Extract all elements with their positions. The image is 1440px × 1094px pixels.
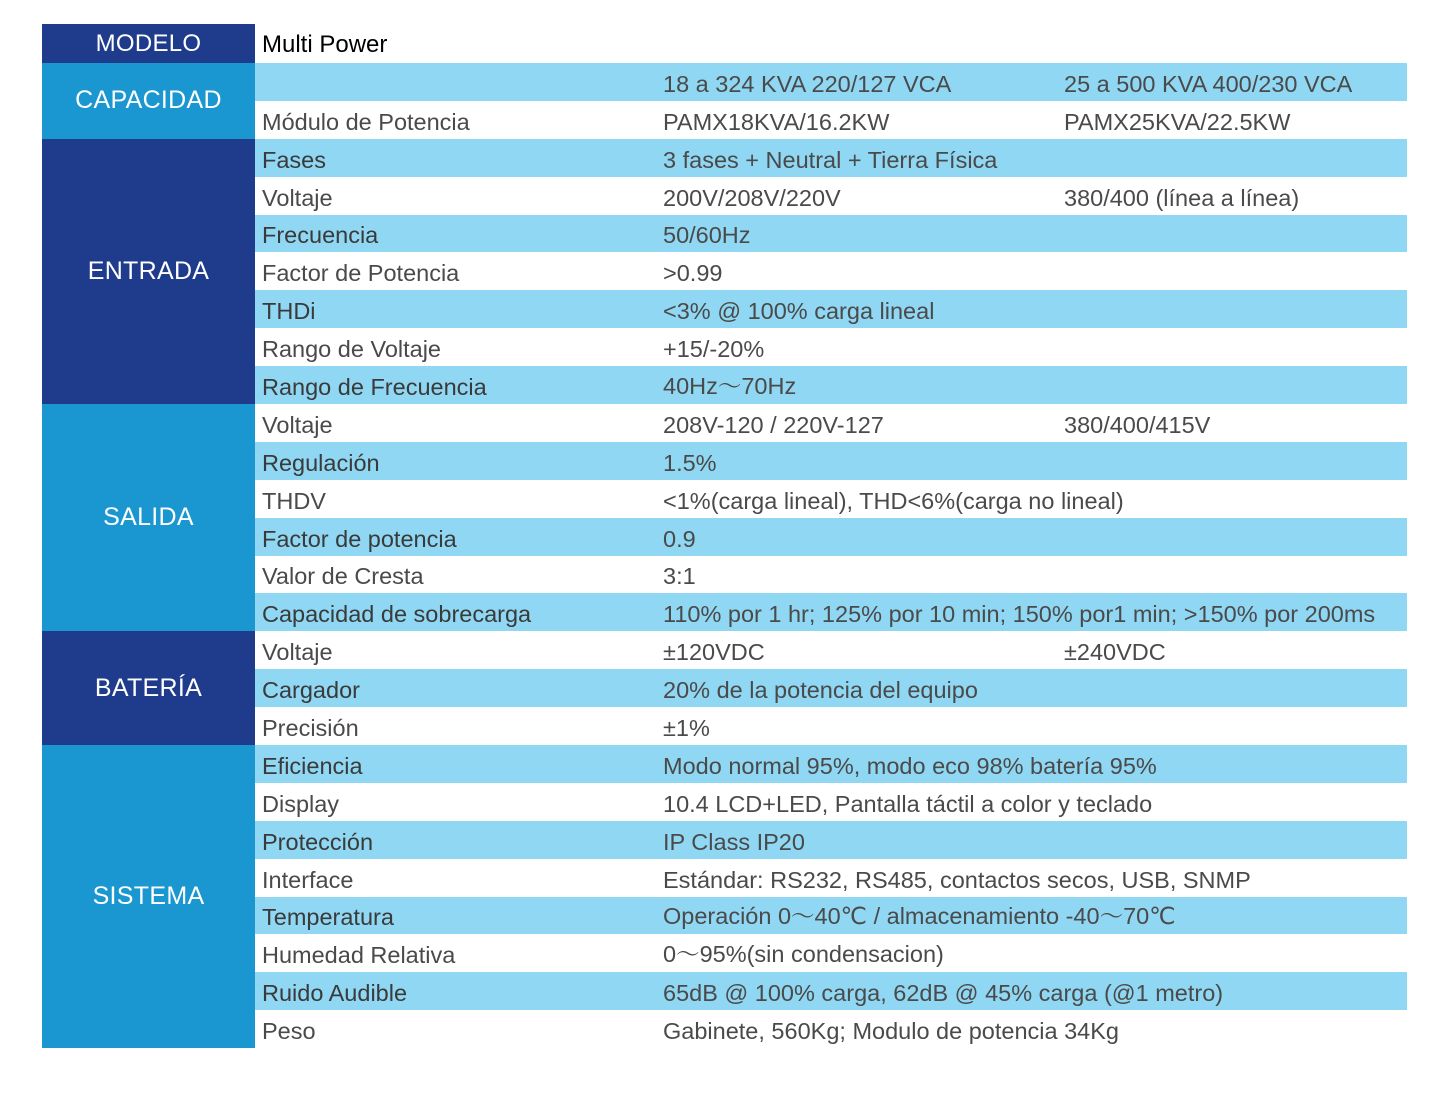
row-parameter: Valor de Cresta <box>262 563 424 590</box>
row-value-1: 65dB @ 100% carga, 62dB @ 45% carga (@1 metro) <box>663 980 1224 1007</box>
row-value-1: IP Class IP20 <box>663 828 805 855</box>
row-parameter: Fases <box>262 146 326 173</box>
table-row <box>255 972 1407 1010</box>
section-label: ENTRADA <box>42 139 255 404</box>
row-value-1: ±1% <box>663 715 710 742</box>
model-value-cell <box>255 24 1407 63</box>
table-row <box>255 101 1407 139</box>
row-value-1: 50/60Hz <box>663 222 751 249</box>
row-parameter: Voltaje <box>262 639 333 666</box>
row-value-1: Gabinete, 560Kg; Modulo de potencia 34Kg <box>663 1018 1119 1045</box>
row-value-1: 18 a 324 KVA 220/127 VCA <box>663 70 952 97</box>
row-parameter: Interface <box>262 866 354 893</box>
table-row <box>255 63 1407 101</box>
row-value-1: 0〜95%(sin condensacion) <box>663 941 944 968</box>
row-parameter: Rango de Frecuencia <box>262 374 487 401</box>
section-sistema <box>42 745 1407 1048</box>
model-row <box>42 24 1407 63</box>
table-row <box>255 631 1407 669</box>
table-row <box>255 1010 1407 1048</box>
row-parameter: Protección <box>262 828 374 855</box>
row-parameter: Ruido Audible <box>262 980 408 1007</box>
row-parameter: Eficiencia <box>262 752 363 779</box>
row-parameter: Regulación <box>262 449 380 476</box>
row-value-1: 40Hz〜70Hz <box>663 373 797 400</box>
section-rows <box>255 404 1407 631</box>
section-rows <box>255 63 1407 139</box>
row-parameter: THDV <box>262 487 326 514</box>
row-parameter: Capacidad de sobrecarga <box>262 601 532 628</box>
table-row <box>255 897 1407 935</box>
row-value-1: 1.5% <box>663 449 717 476</box>
table-row <box>255 859 1407 897</box>
table-row <box>255 215 1407 253</box>
row-parameter: Rango de Voltaje <box>262 336 442 363</box>
row-value-1: <3% @ 100% carga lineal <box>663 298 935 325</box>
row-parameter: Display <box>262 790 340 817</box>
row-value-1: 208V-120 / 220V-127 <box>663 411 884 438</box>
section-rows <box>255 139 1407 404</box>
section-batera <box>42 631 1407 745</box>
section-capacidad <box>42 63 1407 139</box>
row-value-1: Estándar: RS232, RS485, contactos secos, USB, SNMP <box>663 866 1251 893</box>
row-value-1: 0.9 <box>663 525 696 552</box>
row-parameter: Cargador <box>262 677 360 704</box>
table-row <box>255 252 1407 290</box>
row-value-2: 25 a 500 KVA 400/230 VCA <box>1064 70 1353 97</box>
row-value-1: ±120VDC <box>663 639 765 666</box>
section-label: SISTEMA <box>42 745 255 1048</box>
row-parameter: Temperatura <box>262 904 394 931</box>
row-parameter: Humedad Relativa <box>262 942 456 969</box>
table-row <box>255 745 1407 783</box>
table-row <box>255 593 1407 631</box>
section-entrada <box>42 139 1407 404</box>
row-parameter: Voltaje <box>262 184 333 211</box>
section-label: SALIDA <box>42 404 255 631</box>
table-row <box>255 556 1407 594</box>
spec-table <box>42 24 1407 1048</box>
table-row <box>255 366 1407 404</box>
row-value-1: PAMX18KVA/16.2KW <box>663 108 890 135</box>
table-row <box>255 707 1407 745</box>
section-label: BATERÍA <box>42 631 255 745</box>
row-value-2: 380/400 (línea a línea) <box>1064 184 1300 211</box>
model-label: MODELO <box>42 24 255 63</box>
table-row <box>255 934 1407 972</box>
row-value-1: 200V/208V/220V <box>663 184 841 211</box>
table-row <box>255 669 1407 707</box>
row-value-1: 20% de la potencia del equipo <box>663 677 978 704</box>
row-value-1: 110% por 1 hr; 125% por 10 min; 150% por1 min; >150% por 200ms <box>663 601 1376 628</box>
row-value-1: >0.99 <box>663 260 723 287</box>
table-row <box>255 328 1407 366</box>
model-value: Multi Power <box>262 31 388 58</box>
section-salida <box>42 404 1407 631</box>
row-parameter: Peso <box>262 1018 316 1045</box>
row-value-2: 380/400/415V <box>1064 411 1211 438</box>
row-value-1: 3 fases + Neutral + Tierra Física <box>663 146 998 173</box>
spec-sections <box>42 63 1407 1048</box>
row-value-1: +15/-20% <box>663 336 765 363</box>
row-value-2: PAMX25KVA/22.5KW <box>1064 108 1291 135</box>
row-parameter: Factor de potencia <box>262 525 457 552</box>
row-parameter: THDi <box>262 298 316 325</box>
row-value-1: 3:1 <box>663 563 696 590</box>
row-value-1: <1%(carga lineal), THD<6%(carga no lineal) <box>663 487 1124 514</box>
table-row <box>255 404 1407 442</box>
table-row <box>255 783 1407 821</box>
table-row <box>255 290 1407 328</box>
table-row <box>255 821 1407 859</box>
section-label: CAPACIDAD <box>42 63 255 139</box>
row-parameter: Frecuencia <box>262 222 379 249</box>
row-parameter: Factor de Potencia <box>262 260 460 287</box>
row-value-1: 10.4 LCD+LED, Pantalla táctil a color y teclado <box>663 790 1153 817</box>
row-parameter: Precisión <box>262 715 359 742</box>
table-row <box>255 139 1407 177</box>
row-value-1: Operación 0〜40℃ / almacenamiento -40〜70℃ <box>663 903 1176 930</box>
row-value-2: ±240VDC <box>1064 639 1166 666</box>
row-value-1: Modo normal 95%, modo eco 98% batería 95% <box>663 752 1157 779</box>
section-rows <box>255 745 1407 1048</box>
row-parameter: Voltaje <box>262 411 333 438</box>
table-row <box>255 518 1407 556</box>
table-row <box>255 442 1407 480</box>
table-row <box>255 480 1407 518</box>
section-rows <box>255 631 1407 745</box>
table-row <box>255 177 1407 215</box>
row-parameter: Módulo de Potencia <box>262 108 470 135</box>
